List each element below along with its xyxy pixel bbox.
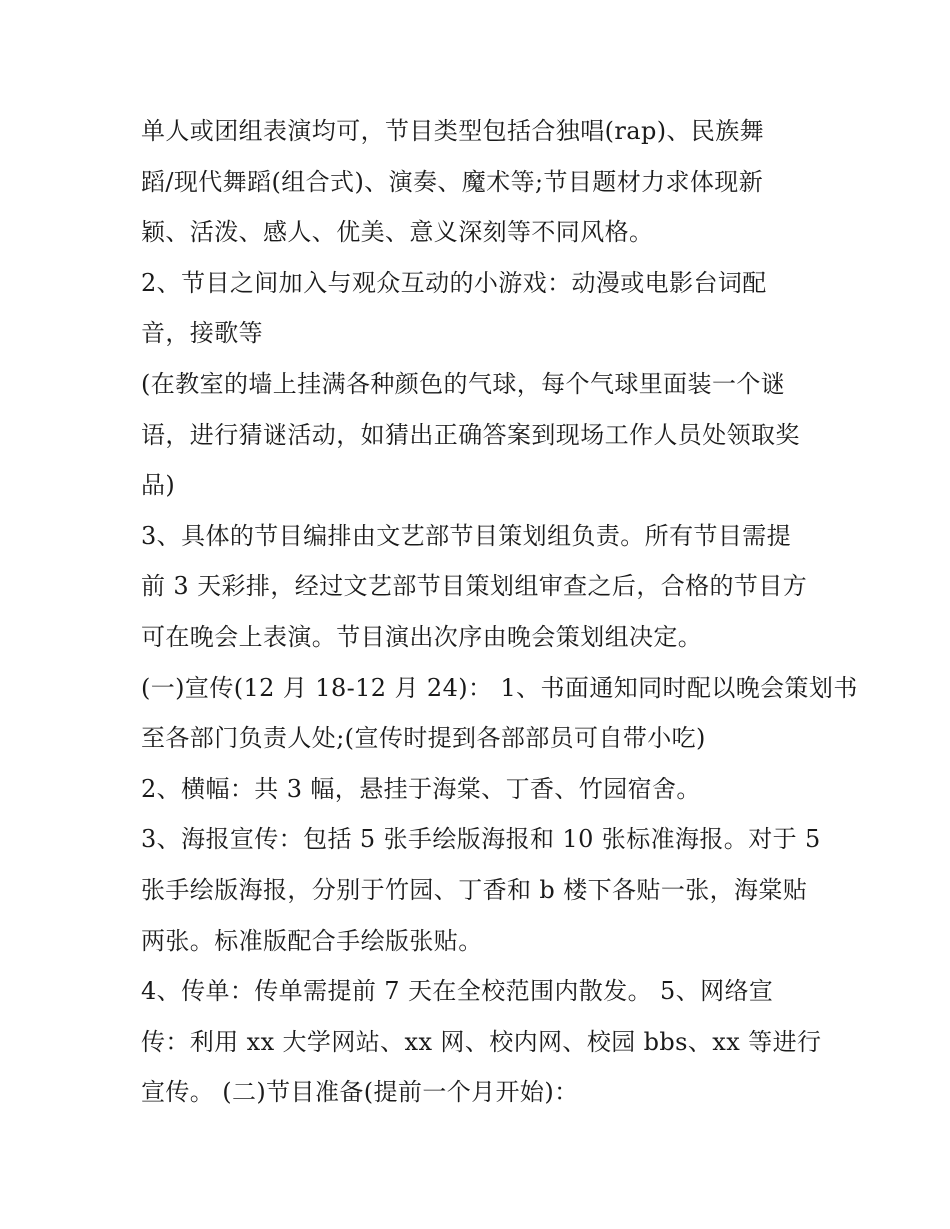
text-line: (在教室的墙上挂满各种颜色的气球，每个气球里面装一个谜 — [141, 369, 786, 398]
text-line: 2、节目之间加入与观众互动的小游戏：动漫或电影台词配 — [141, 268, 767, 297]
text-line: 宣传。 (二)节目准备(提前一个月开始)： — [141, 1078, 579, 1107]
text-line: 2、横幅：共 3 幅，悬挂于海棠、丁香、竹园宿舍。 — [141, 774, 701, 803]
text-line: 至各部门负责人处;(宣传时提到各部部员可自带小吃) — [141, 724, 706, 753]
text-line: 音，接歌等 — [141, 319, 263, 348]
text-line: 前 3 天彩排，经过文艺部节目策划组审查之后，合格的节目方 — [141, 572, 808, 601]
text-line: (一)宣传(12 月 18-12 月 24)： 1、书面通知同时配以晚会策划书 — [141, 673, 858, 702]
text-line: 3、海报宣传：包括 5 张手绘版海报和 10 张标准海报。对于 5 — [141, 825, 821, 854]
text-line: 3、具体的节目编排由文艺部节目策划组负责。所有节目需提 — [141, 521, 792, 550]
text-line: 两张。标准版配合手绘版张贴。 — [141, 926, 483, 955]
text-line: 可在晚会上表演。节目演出次序由晚会策划组决定。 — [141, 622, 703, 651]
text-line: 语，进行猜谜活动，如猜出正确答案到现场工作人员处领取奖 — [141, 420, 800, 449]
text-line: 颖、活泼、感人、优美、意义深刻等不同风格。 — [141, 218, 654, 247]
text-line: 4、传单：传单需提前 7 天在全校范围内散发。 5、网络宣 — [141, 977, 774, 1006]
text-line: 张手绘版海报，分别于竹园、丁香和 b 楼下各贴一张，海棠贴 — [141, 875, 808, 904]
text-line: 传：利用 xx 大学网站、xx 网、校内网、校园 bbs、xx 等进行 — [141, 1027, 822, 1056]
document-body — [141, 106, 858, 1118]
text-line: 蹈/现代舞蹈(组合式)、演奏、魔术等;节目题材力求体现新 — [141, 167, 764, 196]
text-line: 单人或团组表演均可，节目类型包括合独唱(rap)、民族舞 — [141, 117, 765, 145]
text-line: 品) — [141, 471, 176, 500]
